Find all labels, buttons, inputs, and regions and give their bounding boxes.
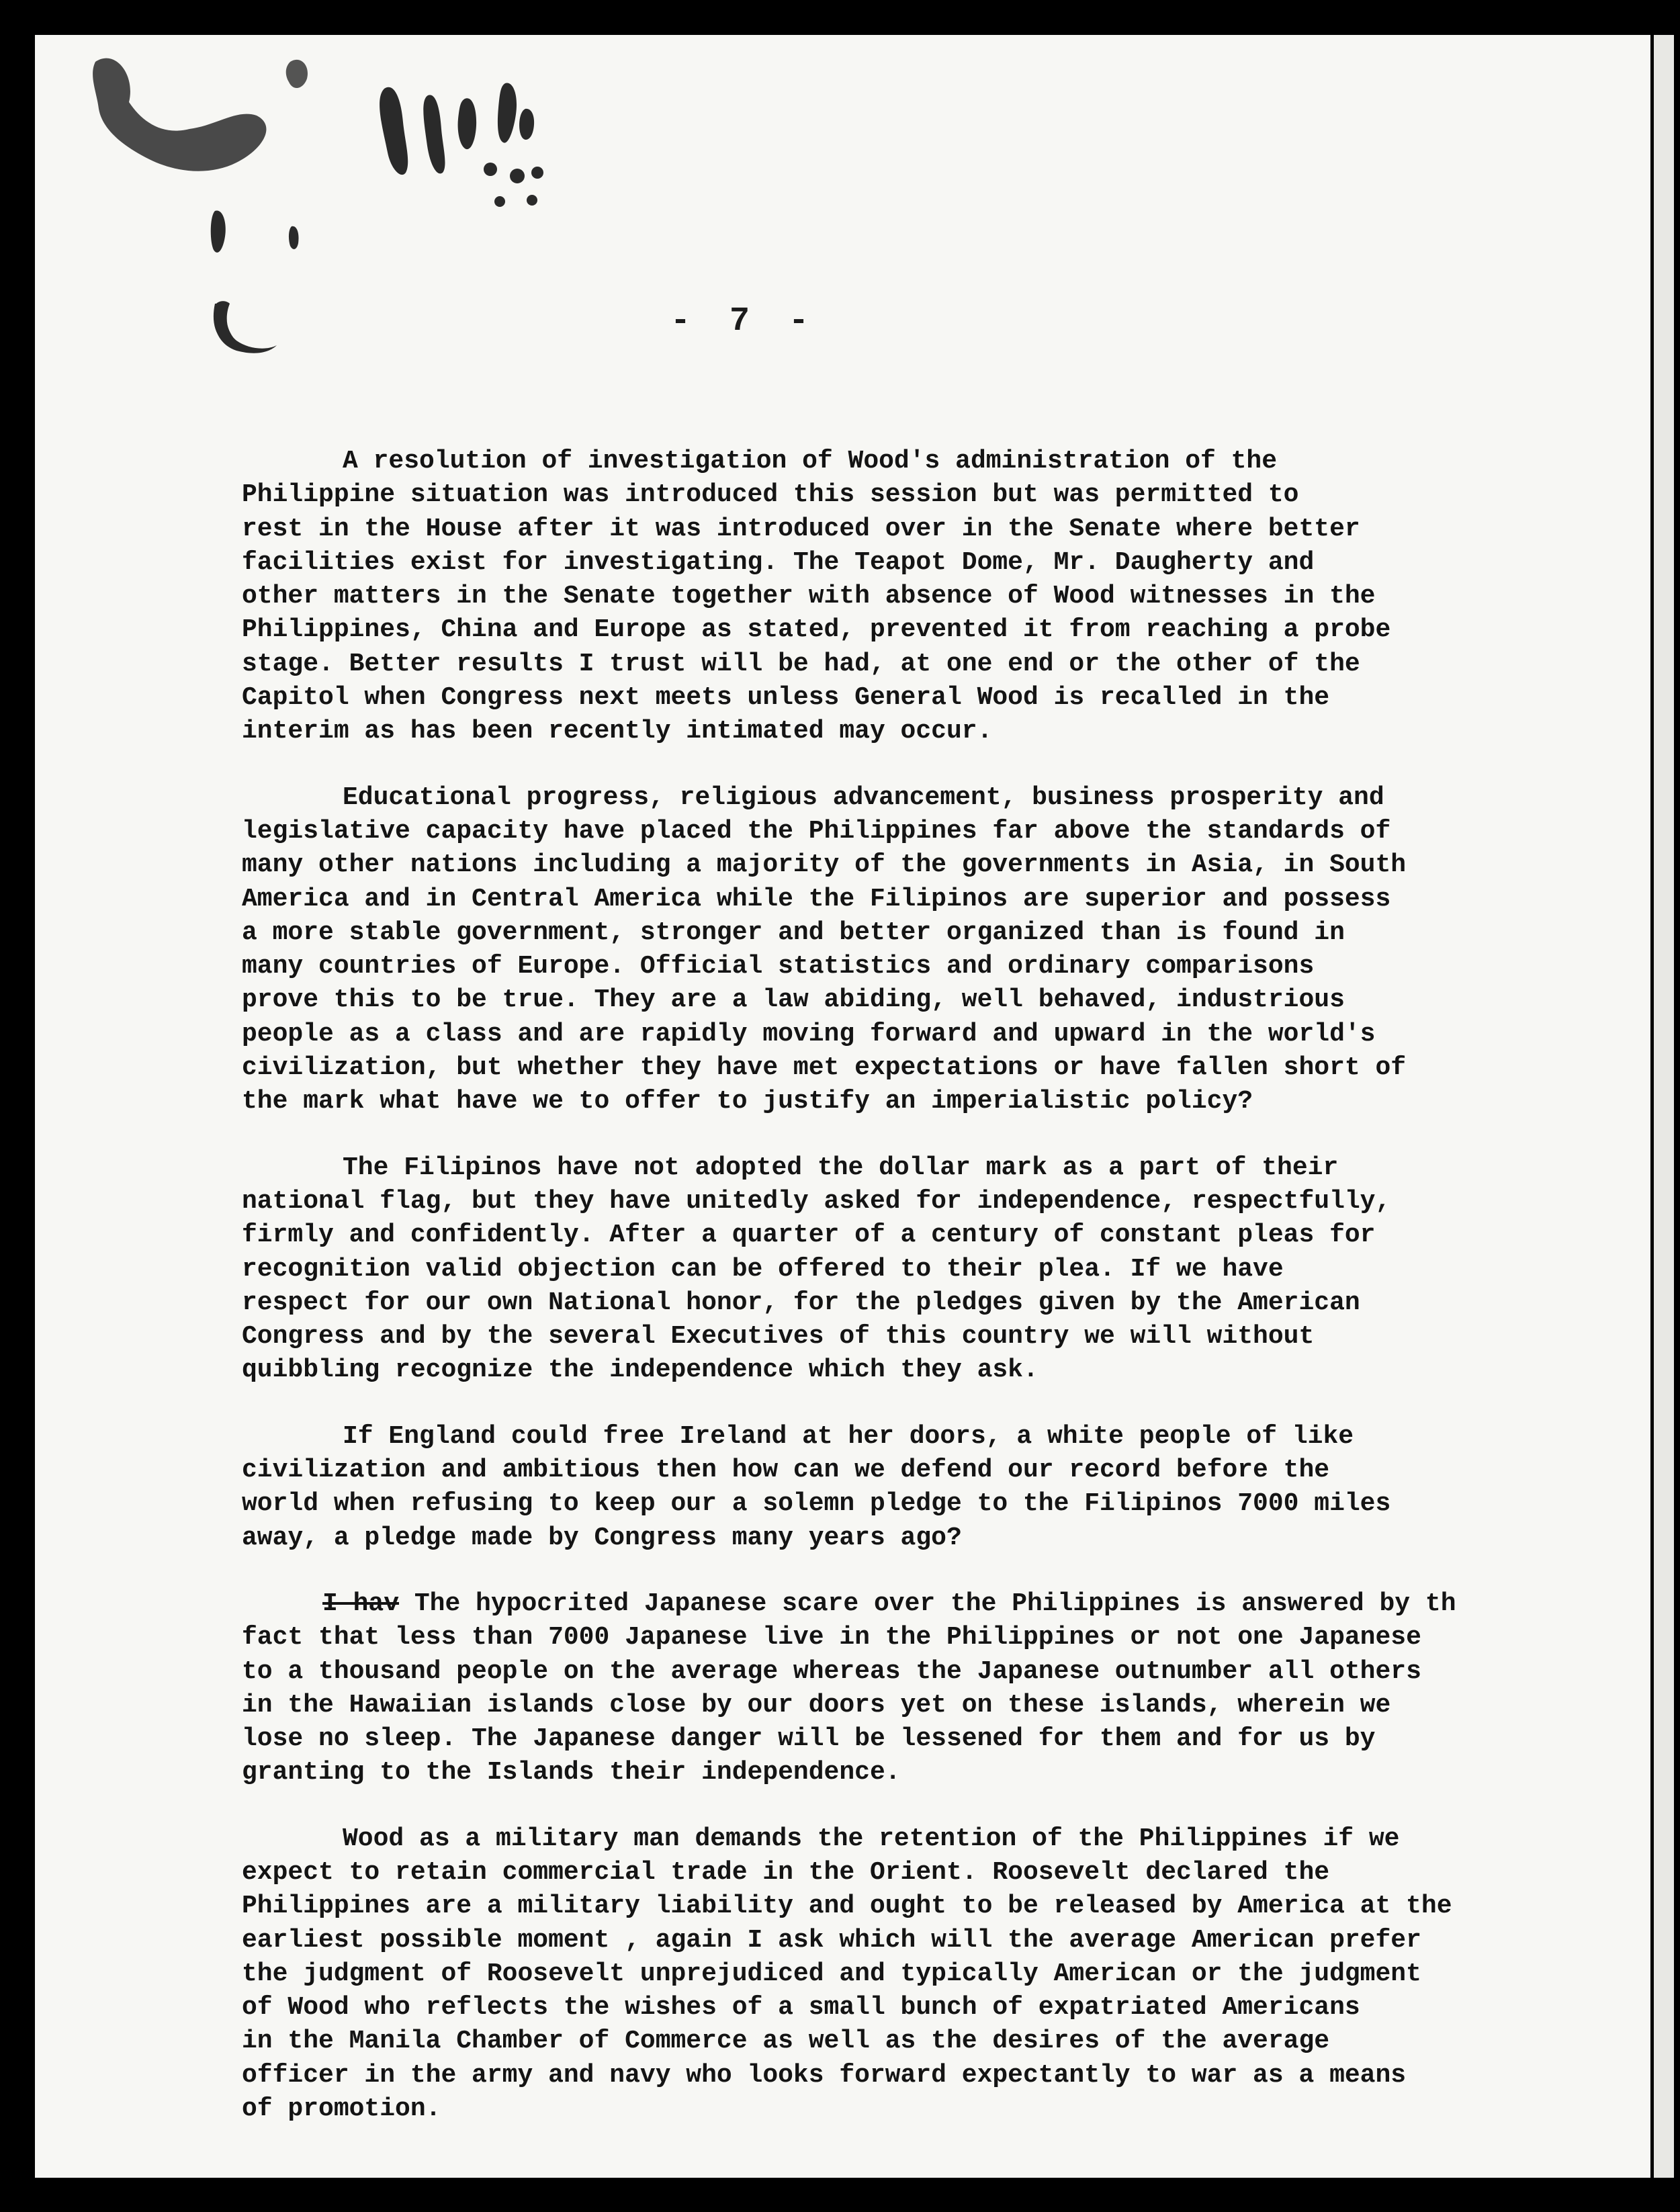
text-line: national flag, but they have unitedly asked for independence, respectfully, (242, 1186, 1391, 1216)
text-line: Wood as a military man demands the retention of the Philippines if we (343, 1824, 1400, 1853)
text-line: of Wood who reflects the wishes of a small bunch of expatriated Americans (242, 1993, 1360, 2023)
text-line: the judgment of Roosevelt unprejudiced and typically American or the judgment (242, 1959, 1421, 1988)
page-edge-strip (1654, 35, 1674, 2178)
paragraph-6 (242, 1822, 1626, 2127)
text-line: in the Manila Chamber of Commerce as well as the desires of the average (242, 2027, 1330, 2056)
ink-dot-3 (531, 167, 543, 179)
text-line: expect to retain commercial trade in the Orient. Roosevelt declared the (242, 1857, 1330, 1887)
text-line: other matters in the Senate together with absence of Wood witnesses in the (242, 582, 1376, 611)
text-line: away, a pledge made by Congress many years ago? (242, 1523, 962, 1552)
text-line: of promotion. (242, 2094, 441, 2124)
text-line-first (242, 1587, 1626, 1621)
smudge-small (286, 60, 308, 88)
ink-dot-2 (510, 169, 525, 183)
paragraph-3 (242, 1151, 1626, 1388)
text-line: prove this to be true. They are a law abiding, well behaved, industrious (242, 985, 1345, 1015)
finger-mark-1 (380, 87, 408, 175)
text-line: interim as has been recently intimated may occur. (242, 717, 993, 746)
document-page (35, 35, 1650, 2178)
dash-mark-2 (289, 226, 299, 249)
text-line: civilization, but whether they have met expectations or have fallen short of (242, 1053, 1407, 1083)
text-line: earliest possible moment , again I ask which will the average American prefer (242, 1925, 1421, 1955)
paragraph-1 (242, 445, 1626, 749)
paragraph-2 (242, 781, 1626, 1119)
paragraph-5 (242, 1587, 1626, 1790)
text-line: Capitol when Congress next meets unless General Wood is recalled in the (242, 683, 1330, 713)
finger-mark-3 (458, 98, 477, 149)
text-line: granting to the Islands their independence. (242, 1758, 901, 1787)
text-line: lose no sleep. The Japanese danger will be lessened for them and for us by (242, 1724, 1376, 1754)
text-line: a more stable government, stronger and better organized than is found in (242, 918, 1345, 947)
smudge-large (93, 58, 266, 171)
text-line: world when refusing to keep our a solemn pledge to the Filipinos 7000 miles (242, 1489, 1391, 1519)
text-line: Congress and by the several Executives of this country we will without (242, 1322, 1315, 1352)
text-line: The hypocrited Japanese scare over the Philippines is answered by th (414, 1589, 1456, 1618)
text-line: America and in Central America while the Filipinos are superior and possess (242, 884, 1391, 914)
text-line: fact that less than 7000 Japanese live in the Philippines or not one Japanese (242, 1623, 1421, 1652)
text-line: rest in the House after it was introduced over in the Senate where better (242, 514, 1360, 543)
text-line: Philippines, China and Europe as stated, prevented it from reaching a probe (242, 615, 1391, 645)
ink-dot-5 (527, 195, 537, 206)
text-line: many countries of Europe. Official statistics and ordinary comparisons (242, 952, 1315, 981)
text-line: to a thousand people on the average whereas the Japanese outnumber all others (242, 1656, 1421, 1686)
struck-text: I hav (322, 1589, 400, 1618)
text-line: stage. Better results I trust will be had, at one end or the other of the (242, 649, 1360, 678)
paragraph-4 (242, 1420, 1626, 1555)
page-number: - 7 - (670, 302, 819, 341)
crescent-mark-fill (214, 304, 249, 351)
text-line: Philippine situation was introduced this session but was permitted to (242, 480, 1299, 510)
text-line: The Filipinos have not adopted the dollar mark as a part of their (343, 1153, 1339, 1182)
text-line: legislative capacity have placed the Philippines far above the standards of (242, 816, 1391, 846)
text-line: quibbling recognize the independence which they ask. (242, 1356, 1038, 1385)
ink-dot-1 (484, 163, 497, 176)
letter-body (242, 445, 1626, 2158)
text-line: in the Hawaiian islands close by our doors yet on these islands, wherein we (242, 1690, 1391, 1720)
text-line: Philippines are a military liability and ought to be released by America at the (242, 1892, 1452, 1921)
ink-dot-4 (494, 196, 505, 207)
text-line: Educational progress, religious advancement, business prosperity and (343, 783, 1384, 812)
text-line: A resolution of investigation of Wood's administration of the (343, 447, 1278, 476)
text-line: respect for our own National honor, for the pledges given by the American (242, 1288, 1360, 1317)
text-line: people as a class and are rapidly moving forward and upward in the world's (242, 1019, 1376, 1049)
text-line: firmly and confidently. After a quarter of a century of constant pleas for (242, 1221, 1376, 1250)
text-line: If England could free Ireland at her doors, a white people of like (343, 1421, 1354, 1451)
text-line: many other nations including a majority of the governments in Asia, in South (242, 850, 1407, 880)
finger-mark-2 (423, 95, 445, 173)
finger-mark-5 (519, 109, 534, 140)
ink-stains (35, 35, 639, 438)
text-line: facilities exist for investigating. The Teapot Dome, Mr. Daugherty and (242, 547, 1315, 577)
dash-mark (211, 211, 226, 253)
text-line: civilization and ambitious then how can we defend our record before the (242, 1456, 1330, 1485)
finger-mark-4 (498, 83, 517, 143)
text-line: recognition valid objection can be offered to their plea. If we have (242, 1254, 1284, 1284)
text-line: the mark what have we to offer to justify an imperialistic policy? (242, 1087, 1253, 1116)
text-line: officer in the army and navy who looks forward expectantly to war as a means (242, 2060, 1407, 2090)
